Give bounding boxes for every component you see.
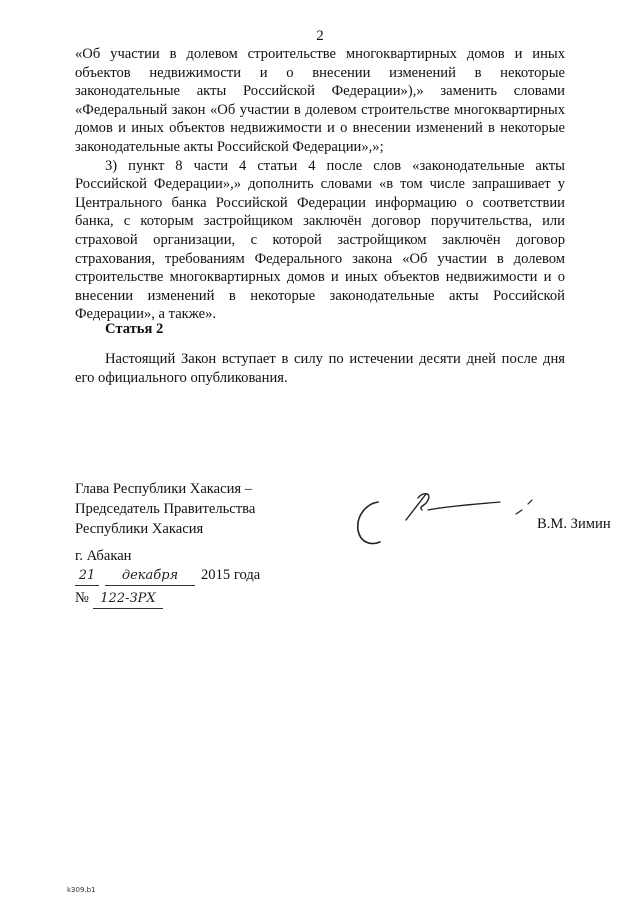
- signatory-line: Глава Республики Хакасия –: [75, 481, 253, 497]
- paragraph-item-3: 3) пункт 8 части 4 статьи 4 после слов «законодательные акты Российской Федерации»,» дополнить словами «в том числе запрашивает у Центрального банка Российской Федерации информацию о соответствии банка, с которым застройщиком заключён договор поручительства, или страховой организации, с которой застройщиком заключён договор страхования, требованиям Федерального закона «Об участии в долевом строительстве многоквартирных домов и иных объектов недвижимости и о внесении изменений в некоторые законодательные акты Российской Федерации», а также».: [75, 157, 565, 323]
- number-sign: №: [75, 590, 89, 606]
- signer-name: В.М. Зимин: [537, 516, 611, 532]
- signatory-line: Председатель Правительства: [75, 501, 256, 517]
- footer-code: k309.b1: [67, 886, 96, 894]
- signing-date: [75, 566, 260, 586]
- date-month: декабря: [105, 567, 195, 586]
- article-heading: Статья 2: [105, 321, 164, 337]
- document-body: [75, 45, 565, 324]
- place-of-signing: г. Абакан: [75, 548, 132, 564]
- number-value: 122-ЗРХ: [93, 590, 163, 609]
- paragraph-continuation: «Об участии в долевом строительстве многоквартирных домов и иных объектов недвижимости и о внесении изменений в некоторые законодательные акты Российской Федерации»),» заменить словами «Федеральный закон «Об участии в долевом строительстве многоквартирных домов и иных объектов недвижимости и о внесении изменений в некоторые законодательные акты Российской Федерации»,»;: [75, 46, 565, 155]
- date-day: 21: [75, 567, 99, 586]
- handwritten-signature: [348, 480, 548, 560]
- signatory-line: Республики Хакасия: [75, 521, 204, 537]
- article-text: Настоящий Закон вступает в силу по истечении десяти дней после дня его официального опубликования.: [75, 351, 565, 386]
- signatory-title: [75, 479, 255, 539]
- page-number: 2: [316, 28, 324, 44]
- date-year: 2015 года: [201, 567, 261, 583]
- law-number: [75, 589, 163, 609]
